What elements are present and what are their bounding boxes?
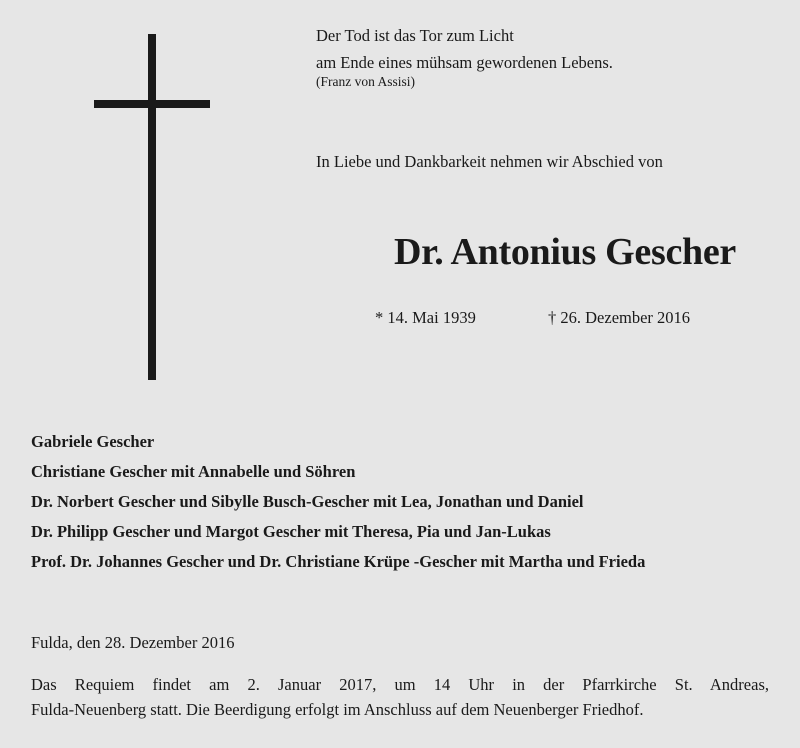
place-date: Fulda, den 28. Dezember 2016 [31,633,235,652]
birth-date: * 14. Mai 1939 [375,308,476,327]
requiem-line-1: Das Requiem findet am 2. Januar 2017, um 14 Uhr in der Pfarrkirche St. Andreas, [31,675,769,694]
family-member: Dr. Norbert Gescher und Sibylle Busch-Gescher mit Lea, Jonathan und Daniel [31,492,584,511]
cross-horizontal-bar [94,100,210,108]
cross-vertical-bar [148,34,156,380]
quote-block [316,22,613,91]
quote-line-2: am Ende eines mühsam gewordenen Lebens. [316,53,613,72]
requiem-line-2: Fulda-Neuenberg statt. Die Beerdigung erfolgt im Anschluss auf dem Neuenberger Friedhof. [31,700,644,719]
family-member: Gabriele Gescher [31,432,155,451]
deceased-name: Dr. Antonius Gescher [393,231,736,273]
family-member: Dr. Philipp Gescher und Margot Gescher mit Theresa, Pia und Jan-Lukas [31,522,551,541]
intro-text: In Liebe und Dankbarkeit nehmen wir Abschied von [316,152,663,171]
requiem-info [31,672,769,722]
quote-line-1: Der Tod ist das Tor zum Licht [316,26,514,45]
family-list [31,427,645,577]
family-member: Christiane Gescher mit Annabelle und Söhren [31,462,356,481]
quote-source: (Franz von Assisi) [316,74,415,89]
family-member: Prof. Dr. Johannes Gescher und Dr. Christiane Krüpe -Gescher mit Martha und Frieda [31,552,646,571]
death-date: † 26. Dezember 2016 [548,308,691,327]
